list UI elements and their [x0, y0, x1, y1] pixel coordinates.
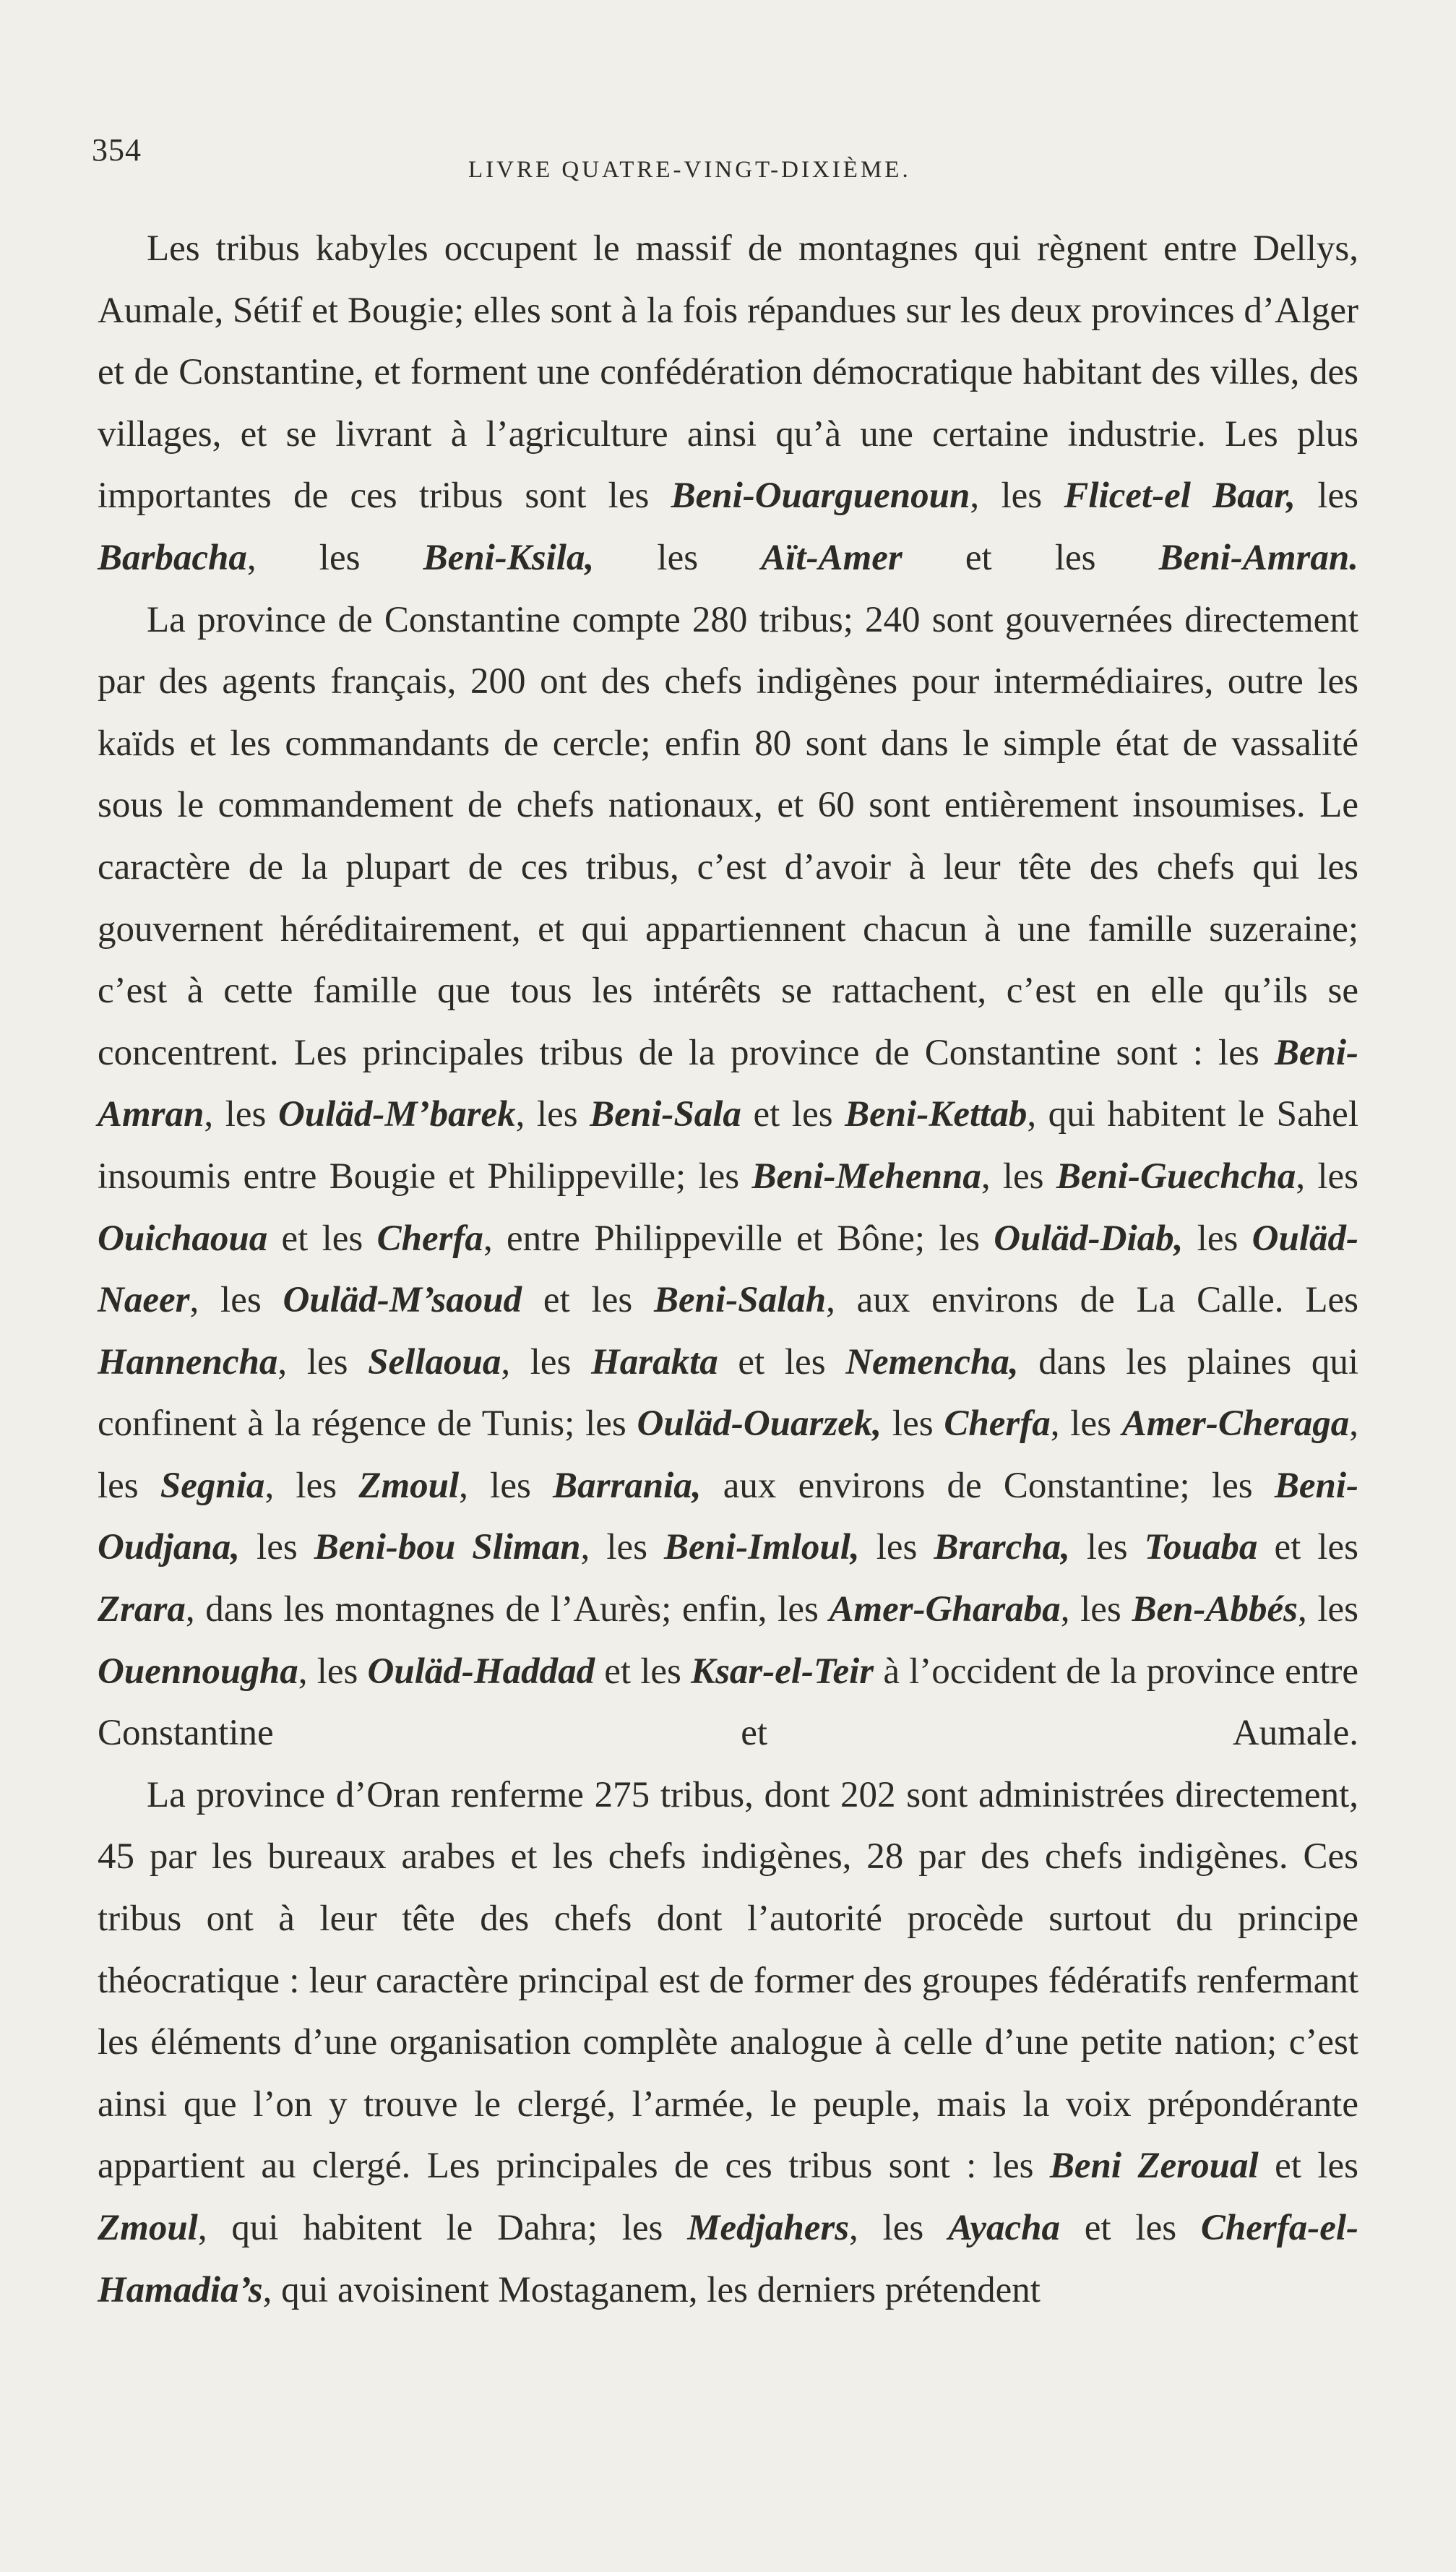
tribe-name: Brarcha,: [934, 1527, 1070, 1568]
tribe-name: Beni-Ouarguenoun: [671, 476, 970, 517]
tribe-name: Ouichaoua: [98, 1218, 268, 1259]
p3-text: , qui habitent le Dahra; les: [197, 2208, 688, 2248]
p1-text: les: [594, 537, 762, 578]
tribe-name: Sellaoua: [368, 1341, 501, 1382]
tribe-name: Ouläd-M’saoud: [283, 1280, 522, 1321]
p2-text: , les: [98, 1403, 1358, 1506]
p2-text: , aux environs de La Calle. Les: [826, 1280, 1358, 1321]
p1-text: les: [1296, 476, 1358, 517]
p2-text: les: [239, 1527, 314, 1568]
tribe-name: Medjahers: [687, 2208, 850, 2248]
p3-text: , qui avoisinent Mostaganem, les derniers prétendent: [262, 2269, 1041, 2310]
p3-text: et les: [1059, 2208, 1201, 2248]
tribe-name: Nemencha,: [845, 1341, 1019, 1382]
tribe-name: Beni-Ksila,: [423, 537, 595, 578]
tribe-name: Ouläd-Haddad: [367, 1651, 595, 1692]
paragraph-oran: [98, 1765, 1358, 2321]
p3-text: La province d’Oran renferme 275 tribus, dont 202 sont administrées directement, 45 par les bureaux arabes et les chefs indigènes, 28 par des chefs indigènes. Ces tribus ont à leur tête des chefs dont l’autorité procède surtout du principe théocratique : leur caractère principal est de former des groupes fédératifs renfermant les éléments d’une organisation complète analogue à celle d’une petite nation; c’est ainsi que l’on y trouve le clergé, l’armée, le peuple, mais la voix prépondérante appartient au clergé. Les principales de ces tribus sont : les: [98, 1774, 1358, 2187]
tribe-name: Hannencha: [98, 1341, 278, 1382]
tribe-name: Ben-Abbés: [1132, 1589, 1298, 1630]
tribe-name: Beni-Imloul,: [664, 1527, 860, 1568]
tribe-name: Zmoul: [98, 2208, 198, 2248]
tribe-name: Ksar-el-Teir: [691, 1651, 874, 1692]
p1-text-1: Les tribus kabyles occupent le massif de montagnes qui règnent entre Dellys, Aumale, Sétif et Bougie; elles sont à la fois répandues sur les deux provinces d’Alger et de Constantine, et forment une confédération démocratique habitant des villes, des villages, et se livrant à l’agriculture ainsi qu’à une certaine industrie. Les plus importantes de ces tribus sont les: [98, 228, 1358, 517]
tribe-name: Barbacha: [98, 537, 247, 578]
p2-text: , les: [264, 1465, 359, 1506]
p2-text: , les: [1297, 1589, 1359, 1630]
tribe-name: Touaba: [1144, 1527, 1258, 1568]
p2-text: les: [859, 1527, 934, 1568]
p2-text: à l’occident de la province entre Constantine et Aumale.: [98, 1651, 1358, 1754]
p2-text: et les: [1257, 1527, 1358, 1568]
p2-text: La province de Constantine compte 280 tribus; 240 sont gouvernées directement par des agents français, 200 ont des chefs indigènes pour intermédiaires, outre les kaïds et les commandants de cercle; enfin 80 sont dans le simple état de vassalité sous le commandement de chefs nationaux, et 60 sont entièrement insoumises. Le caractère de la plupart de ces tribus, c’est d’avoir à leur tête des chefs qui les gouvernent héréditairement, et qui appartiennent chacun à une famille suzeraine; c’est à cette famille que tous les intérêts se rattachent, c’est en elle qu’ils se concentrent. Les principales tribus de la province de Constantine sont : les: [98, 599, 1358, 1073]
tribe-name: Zmoul: [358, 1465, 460, 1506]
running-head: LIVRE QUATRE-VINGT-DIXIÈME.: [468, 157, 911, 183]
tribe-name: Ouennougha: [98, 1651, 298, 1692]
body-text: [98, 218, 1358, 2321]
tribe-name: Beni-Mehenna: [751, 1156, 981, 1197]
p3-text: , les: [849, 2208, 949, 2248]
p2-text: les: [1069, 1527, 1145, 1568]
p2-text: , les: [1296, 1156, 1359, 1197]
tribe-name: Beni-Amran.: [1158, 537, 1359, 578]
tribe-name: Cherfa: [944, 1403, 1051, 1445]
p2-text: les: [1183, 1218, 1252, 1259]
tribe-name: Beni-Kettab: [845, 1094, 1028, 1135]
p3-text: et les: [1258, 2146, 1359, 2187]
p2-text: , les: [189, 1280, 283, 1321]
p1-text: , les: [246, 537, 423, 578]
p2-text: , les: [515, 1094, 590, 1135]
tribe-name: Harakta: [591, 1341, 718, 1382]
tribe-name: Segnia: [160, 1465, 265, 1506]
p2-text: , les: [298, 1651, 368, 1692]
p2-text: dans les plaines qui confinent à la régence de Tunis; les: [98, 1341, 1359, 1445]
p2-text: et les: [741, 1094, 845, 1135]
p2-text: les: [882, 1403, 944, 1445]
p2-text: aux environs de Constantine; les: [701, 1465, 1275, 1506]
tribe-name: Zrara: [98, 1589, 186, 1630]
p2-text: et les: [595, 1651, 692, 1692]
tribe-name: Ayacha: [948, 2208, 1060, 2248]
tribe-name: Beni-Salah: [654, 1280, 827, 1321]
p2-text: et les: [267, 1218, 377, 1259]
tribe-name: Cherfa: [376, 1218, 483, 1259]
p2-text: , les: [204, 1094, 278, 1135]
tribe-name: Beni-Guechcha: [1056, 1156, 1296, 1197]
p2-text: , qui habitent le Sahel insoumis entre Bougie et Philippeville; les: [98, 1094, 1358, 1197]
tribe-name: Ouläd-Naeer: [98, 1218, 1359, 1321]
tribe-name: Amer-Cheraga: [1121, 1403, 1350, 1445]
p2-text: et les: [718, 1341, 846, 1382]
paragraph-constantine: [98, 590, 1358, 1765]
tribe-name: Beni-Oudjana,: [98, 1465, 1358, 1568]
p1-text: , les: [970, 476, 1064, 517]
tribe-name: Barrania,: [553, 1465, 702, 1506]
tribe-name: Ouläd-M’barek: [277, 1094, 516, 1135]
p1-text: et les: [902, 537, 1159, 578]
tribe-name: Flicet-el Baar,: [1064, 476, 1296, 517]
p2-text: , les: [501, 1341, 592, 1382]
p2-text: , les: [1050, 1403, 1122, 1445]
tribe-name: Ouläd-Diab,: [994, 1218, 1184, 1259]
tribe-name: Beni-bou Sliman: [314, 1527, 581, 1568]
tribe-name: Ouläd-Ouarzek,: [637, 1403, 882, 1445]
page-number: 354: [92, 132, 142, 168]
p2-text: et les: [522, 1280, 655, 1321]
tribe-name: Beni-Amran: [98, 1032, 1358, 1135]
p2-text: , les: [277, 1341, 369, 1382]
p2-text: , les: [459, 1465, 553, 1506]
tribe-name: Beni Zeroual: [1049, 2146, 1259, 2187]
p2-text: , les: [1060, 1589, 1132, 1630]
p2-text: , dans les montagnes de l’Aurès; enfin, les: [185, 1589, 830, 1630]
tribe-name: Aït-Amer: [761, 537, 903, 578]
p2-text: , les: [580, 1527, 665, 1568]
paragraph-kabyle-tribes: [98, 218, 1358, 590]
p2-text: , les: [981, 1156, 1056, 1197]
p2-text: , entre Philippeville et Bône; les: [483, 1218, 994, 1259]
tribe-name: Amer-Gharaba: [829, 1589, 1061, 1630]
tribe-name: Cherfa-el-Hamadia’s: [98, 2208, 1359, 2310]
tribe-name: Beni-Sala: [590, 1094, 741, 1135]
